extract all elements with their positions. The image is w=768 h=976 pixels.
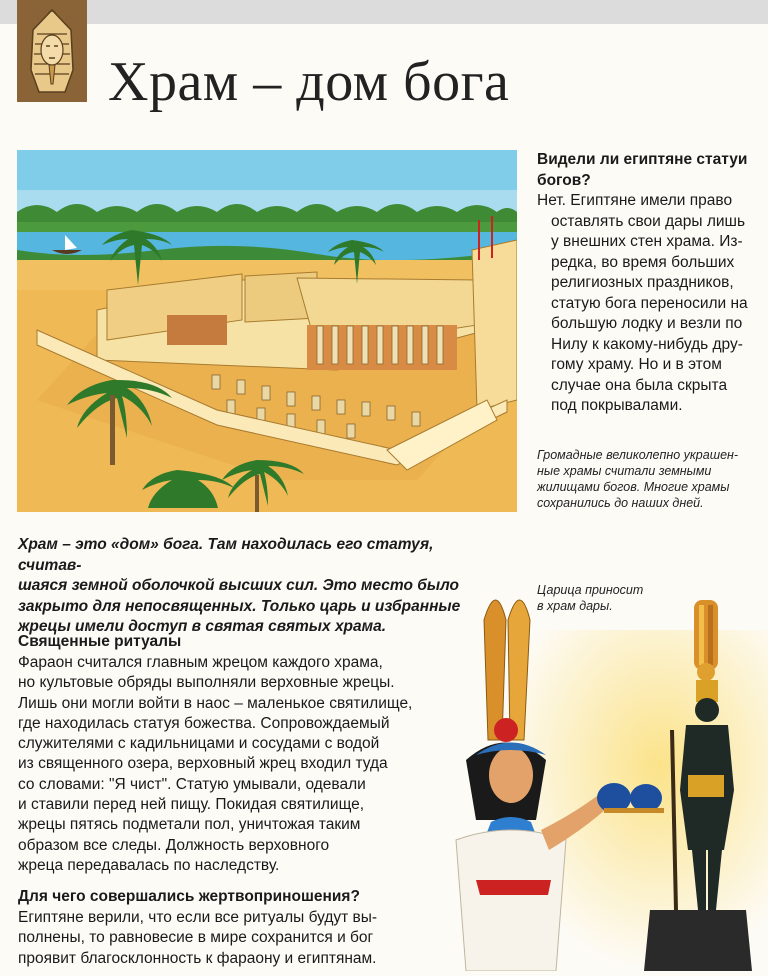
body-line: проявит благосклонность к фараону и египтянам. bbox=[18, 949, 377, 967]
answer-line: под покрывалами. bbox=[551, 397, 683, 414]
queen-offering-illustration bbox=[436, 590, 768, 971]
body-line: Египтяне верили, что если все ритуалы будут вы- bbox=[18, 909, 378, 926]
answer-line: редка, во время больших bbox=[551, 253, 735, 271]
top-strip bbox=[0, 0, 768, 24]
body-line: служителями с кадильницами и сосудами с водой bbox=[18, 735, 380, 753]
sidebar-qa bbox=[537, 150, 765, 417]
caption-line: Царица приносит bbox=[537, 583, 644, 597]
answer-line: большую лодку и везли по bbox=[551, 315, 743, 332]
caption-line: ные храмы считали земными bbox=[537, 464, 712, 478]
caption-line: в храм дары. bbox=[537, 599, 613, 613]
body-line: жрецы пятясь подметали пол, уничтожая таким bbox=[18, 816, 361, 834]
intro-line: Храм – это «дом» бога. Там находилась его статуя, считав- bbox=[18, 536, 434, 574]
rituals-heading: Священные ритуалы bbox=[18, 633, 182, 650]
rituals-text bbox=[18, 653, 448, 876]
answer-line: статую бога переносили на bbox=[551, 294, 748, 312]
caption-line: сохранились до наших дней. bbox=[537, 496, 704, 510]
intro-line: жрецы имели доступ в святая святых храма. bbox=[18, 618, 387, 635]
body-line: со словами: "Я чист". Статую умывали, одевали bbox=[18, 775, 366, 793]
body-line: где находилась статуя божества. Сопровождаемый bbox=[18, 714, 390, 732]
intro-line: закрыто для непосвященных. Только царь и избранные bbox=[18, 597, 461, 615]
answer-line: Нилу к какому-нибудь дру- bbox=[551, 335, 743, 353]
temple-illustration bbox=[17, 150, 517, 512]
intro-paragraph bbox=[18, 535, 498, 638]
body-line: но культовые обряды выполняли верховные жрецы. bbox=[18, 674, 395, 692]
page-title: Храм – дом бога bbox=[108, 51, 510, 113]
body-line: жреца передавалась по наследству. bbox=[18, 856, 280, 874]
caption-line: Громадные великолепно украшен- bbox=[537, 448, 739, 462]
body-line: Фараон считался главным жрецом каждого храма, bbox=[18, 654, 383, 671]
answer-line: случае она была скрыта bbox=[551, 376, 728, 394]
answer-line: оставлять свои дары лишь bbox=[551, 212, 746, 230]
answer-line: гому храму. Но и в этом bbox=[551, 356, 722, 373]
intro-line: шаяся земной оболочкой высших сил. Это место было bbox=[18, 577, 460, 594]
caption-line: жилищами богов. Многие храмы bbox=[537, 480, 730, 494]
pharaoh-mask-icon bbox=[17, 0, 87, 102]
body-line: полнены, то равновесие в мире сохранится и бог bbox=[18, 929, 374, 947]
answer-line: Нет. Египтяне имели право bbox=[537, 192, 733, 209]
body-line: и ставили перед ней пищу. Покидая святилище, bbox=[18, 796, 365, 814]
sidebar-question: Видели ли египтяне статуи богов? bbox=[537, 151, 748, 189]
answer-line: религиозных праздников, bbox=[551, 274, 734, 291]
body-line: Лишь они могли войти в наос – маленькое святилище, bbox=[18, 694, 413, 712]
sidebar-answer bbox=[537, 191, 765, 417]
sacrifice-text bbox=[18, 908, 448, 969]
body-line: образом все следы. Должность верховного bbox=[18, 836, 330, 854]
answer-line: у внешних стен храма. Из- bbox=[551, 233, 743, 250]
body-line: из священного озера, верховный жрец входил туда bbox=[18, 755, 388, 773]
temple-caption bbox=[537, 447, 767, 511]
sacrifice-heading: Для чего совершались жертвоприношения? bbox=[18, 888, 360, 905]
